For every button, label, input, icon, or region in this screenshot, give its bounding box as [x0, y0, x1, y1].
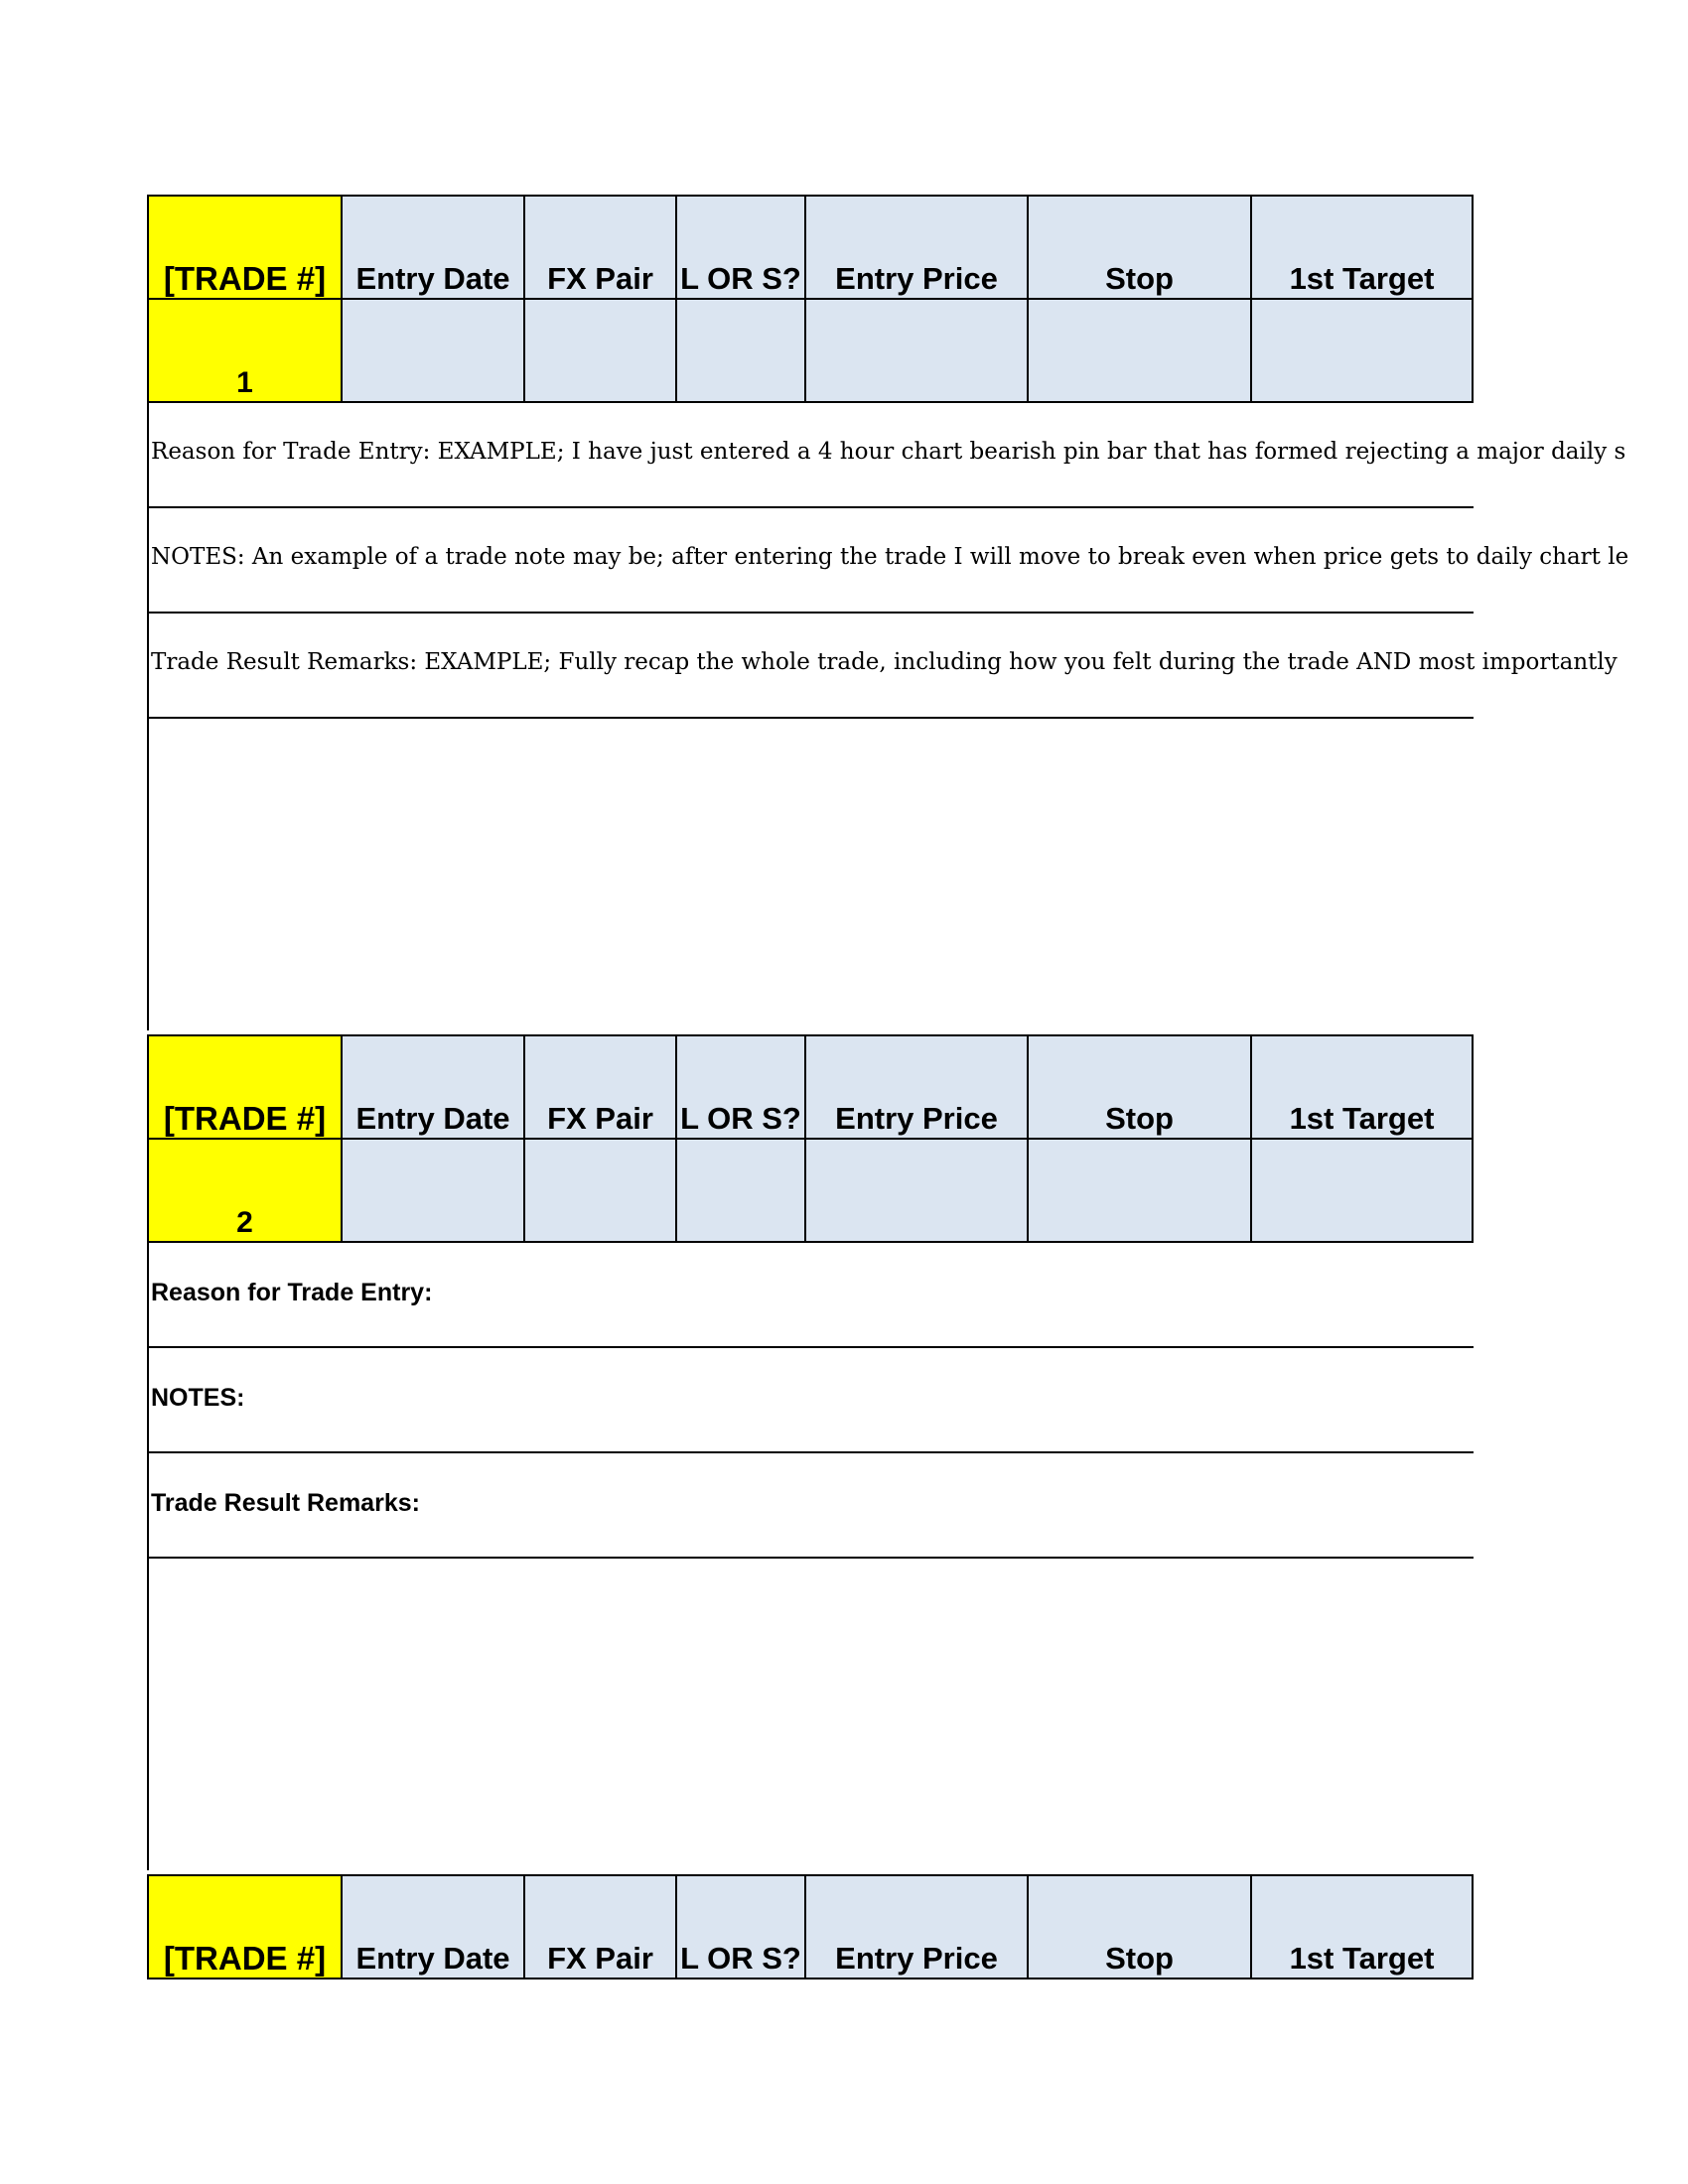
first-target-header: 1st Target	[1251, 196, 1473, 299]
result-text: Trade Result Remarks:	[151, 1489, 420, 1517]
fx-pair-header: FX Pair	[524, 196, 676, 299]
fx-pair-cell[interactable]	[524, 1139, 676, 1242]
value-row	[148, 299, 1473, 402]
trade-header-table	[147, 195, 1474, 403]
trade-number-cell[interactable]: 2	[148, 1139, 342, 1242]
reason-row[interactable]	[149, 1243, 1474, 1348]
spacer	[149, 1559, 1474, 1870]
header-row	[148, 1875, 1473, 1979]
long-or-short-header: L OR S?	[676, 1875, 805, 1979]
entry-price-header: Entry Price	[805, 196, 1028, 299]
first-target-header: 1st Target	[1251, 1035, 1473, 1139]
notes-row[interactable]	[149, 508, 1629, 614]
first-target-cell[interactable]	[1251, 299, 1473, 402]
trade-block-3	[147, 1874, 1472, 1979]
entry-price-header: Entry Price	[805, 1875, 1028, 1979]
reason-text: Reason for Trade Entry: EXAMPLE; I have just entered a 4 hour chart bearish pin bar that has formed rejecting a major daily s	[151, 439, 1626, 465]
entry-date-header: Entry Date	[342, 1875, 524, 1979]
entry-date-cell[interactable]	[342, 299, 524, 402]
header-row	[148, 196, 1473, 299]
stop-header: Stop	[1028, 1875, 1251, 1979]
stop-header: Stop	[1028, 196, 1251, 299]
trade-header-table	[147, 1034, 1474, 1243]
notes-text: NOTES: An example of a trade note may be; after entering the trade I will move to break even when price gets to daily chart le	[151, 544, 1629, 570]
notes-row[interactable]	[149, 1348, 1474, 1453]
trade-notes-section	[147, 1243, 1474, 1870]
trade-number-header: [TRADE #]	[148, 1875, 342, 1979]
result-row[interactable]	[149, 614, 1618, 719]
entry-date-header: Entry Date	[342, 196, 524, 299]
trade-header-table	[147, 1874, 1474, 1979]
trade-number-cell[interactable]: 1	[148, 299, 342, 402]
trade-block-1	[147, 195, 1629, 1030]
long-or-short-header: L OR S?	[676, 196, 805, 299]
long-or-short-cell[interactable]	[676, 1139, 805, 1242]
first-target-cell[interactable]	[1251, 1139, 1473, 1242]
fx-pair-cell[interactable]	[524, 299, 676, 402]
spacer	[149, 719, 1474, 1030]
stop-header: Stop	[1028, 1035, 1251, 1139]
trade-number-header: [TRADE #]	[148, 1035, 342, 1139]
trade-block-2	[147, 1034, 1472, 1870]
entry-price-cell[interactable]	[805, 1139, 1028, 1242]
reason-text: Reason for Trade Entry:	[151, 1279, 433, 1306]
result-row[interactable]	[149, 1453, 1474, 1559]
entry-date-header: Entry Date	[342, 1035, 524, 1139]
stop-cell[interactable]	[1028, 1139, 1251, 1242]
result-text: Trade Result Remarks: EXAMPLE; Fully recap the whole trade, including how you felt during the trade AND most importantly	[151, 649, 1618, 675]
first-target-header: 1st Target	[1251, 1875, 1473, 1979]
reason-row[interactable]	[149, 403, 1626, 508]
stop-cell[interactable]	[1028, 299, 1251, 402]
fx-pair-header: FX Pair	[524, 1035, 676, 1139]
value-row	[148, 1139, 1473, 1242]
fx-pair-header: FX Pair	[524, 1875, 676, 1979]
header-row	[148, 1035, 1473, 1139]
entry-price-header: Entry Price	[805, 1035, 1028, 1139]
trade-number-header: [TRADE #]	[148, 196, 342, 299]
long-or-short-header: L OR S?	[676, 1035, 805, 1139]
entry-price-cell[interactable]	[805, 299, 1028, 402]
trade-notes-section	[147, 403, 1629, 1030]
long-or-short-cell[interactable]	[676, 299, 805, 402]
notes-text: NOTES:	[151, 1384, 245, 1412]
entry-date-cell[interactable]	[342, 1139, 524, 1242]
